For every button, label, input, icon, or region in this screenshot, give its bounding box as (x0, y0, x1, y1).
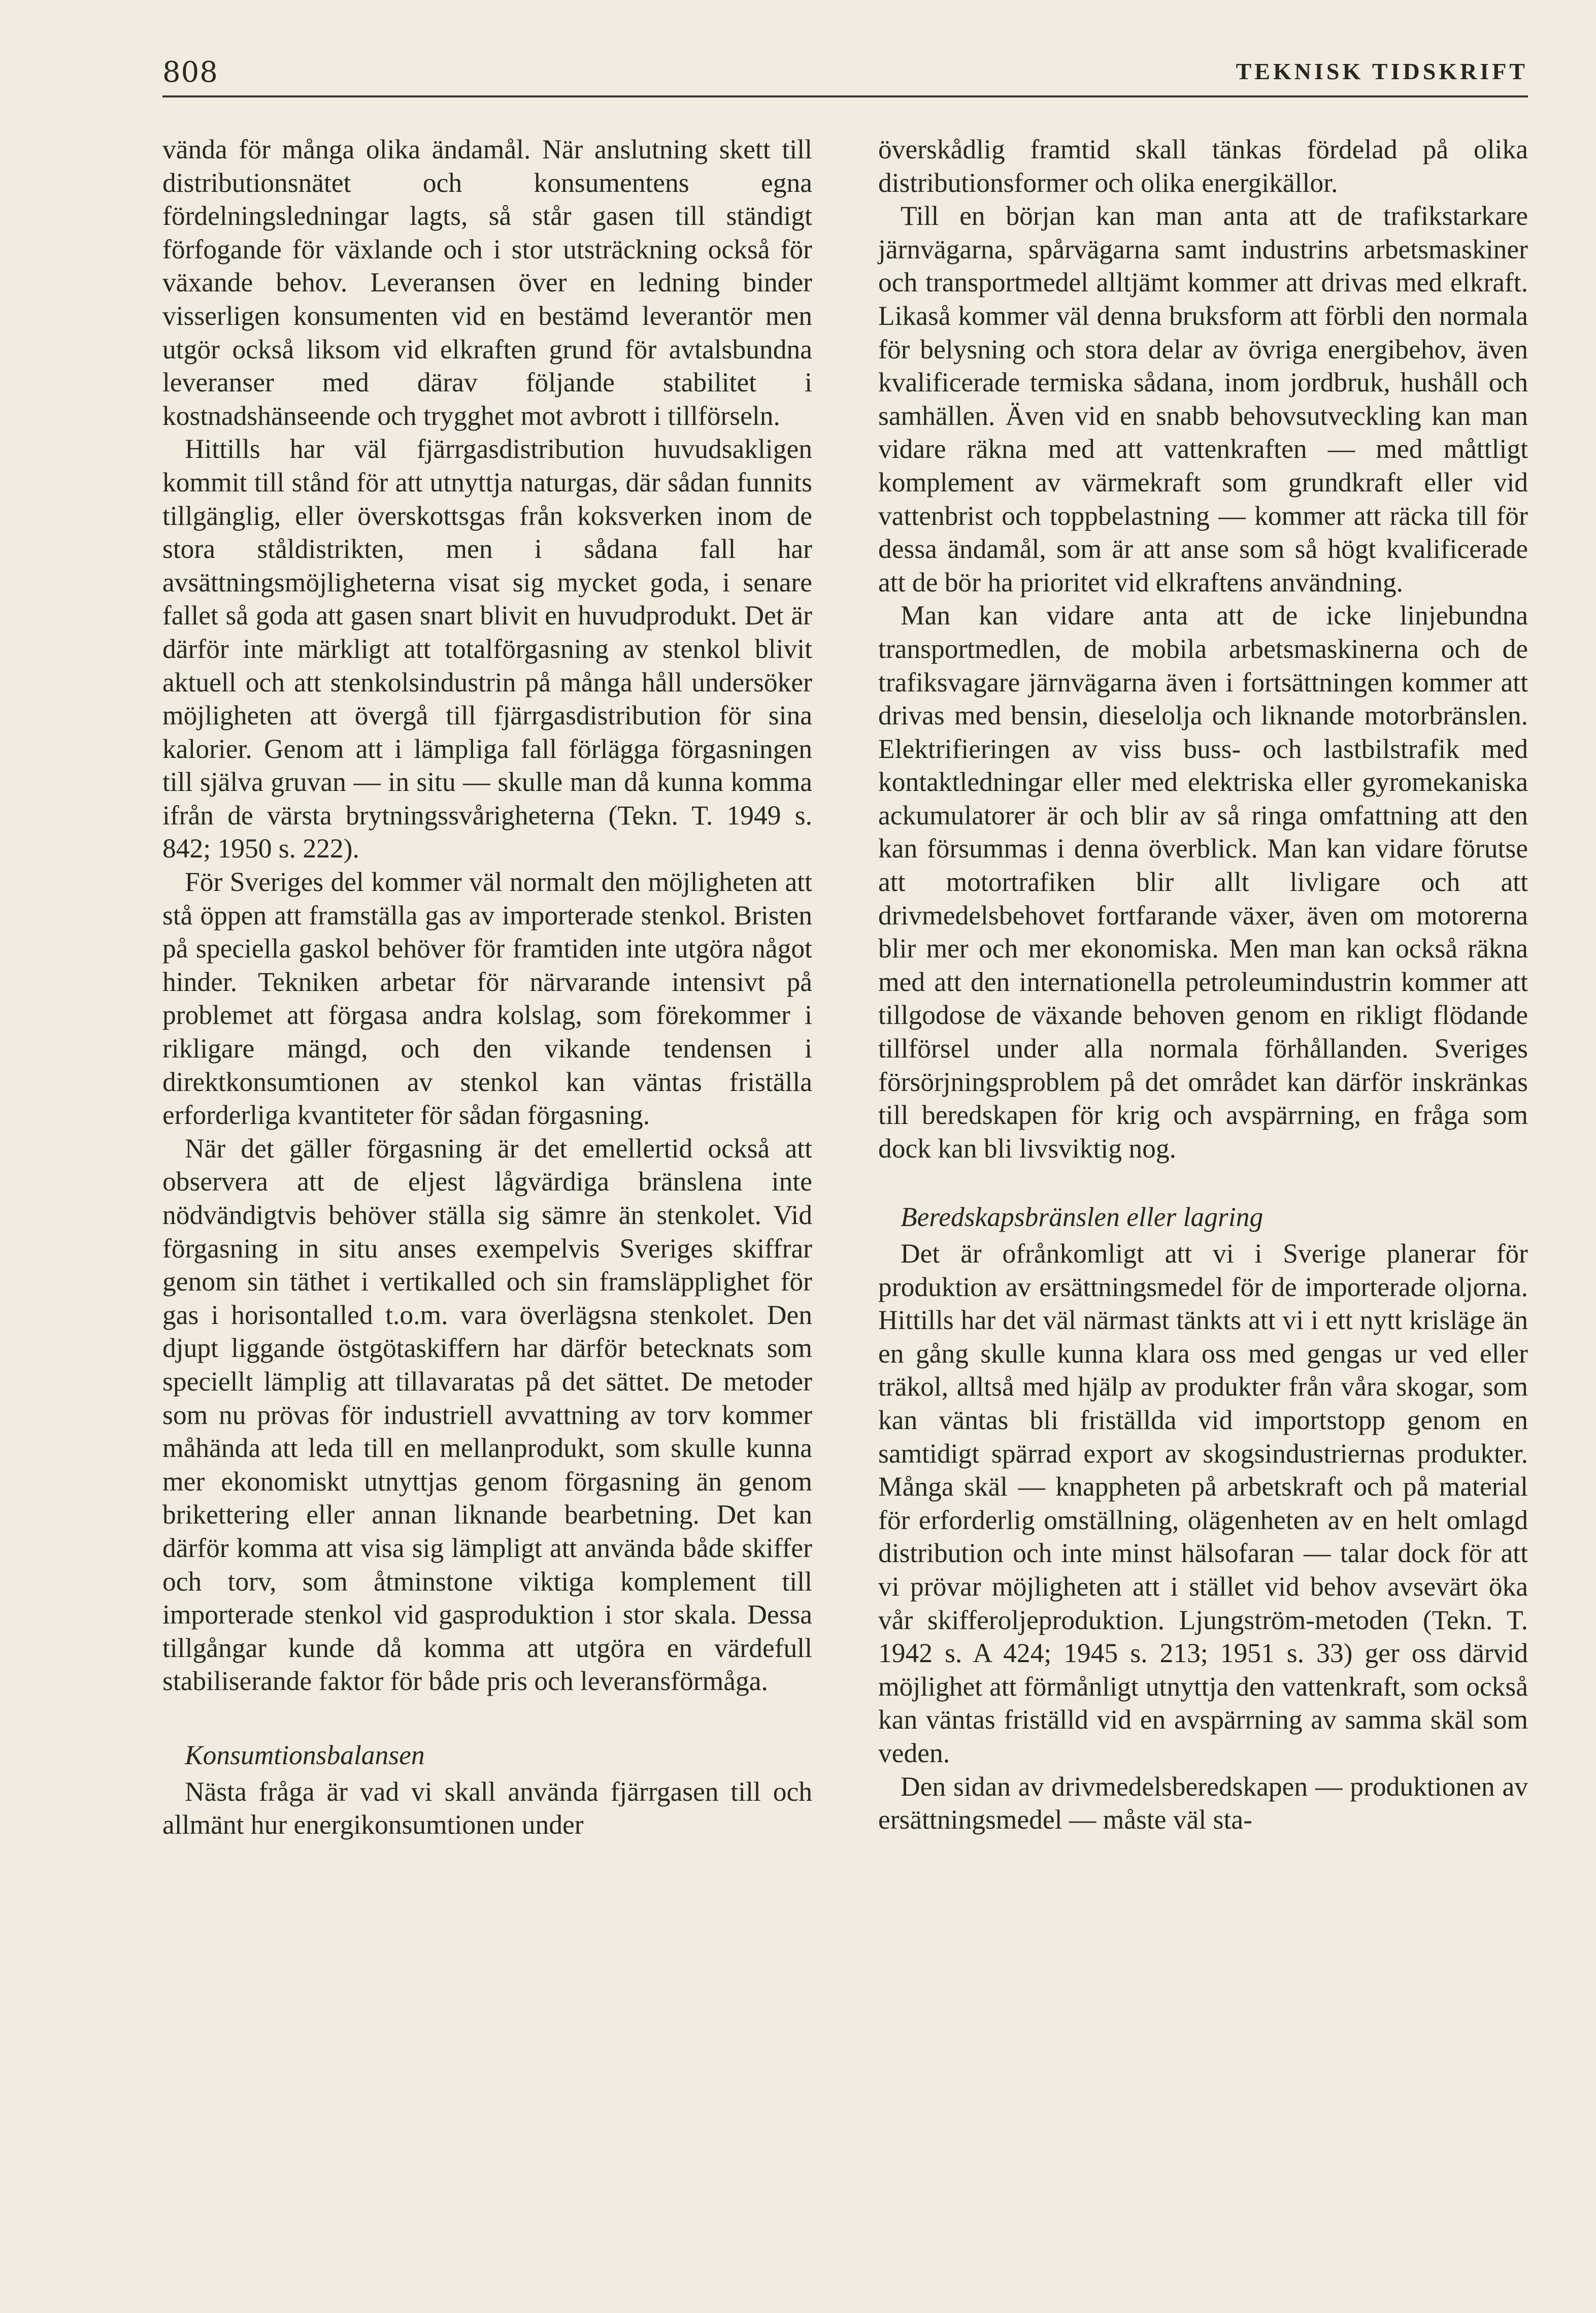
right-column (878, 133, 1528, 1837)
paragraph: Den sidan av drivmedelsberedskapen — produktionen av ersättningsmedel — måste väl sta- (878, 1771, 1528, 1835)
paragraph: Man kan vidare anta att de icke linjebundna transportmedlen, de mobila arbetsmaskinerna och de trafiksvagare järnvägarna även i fortsättningen kommer att drivas med bensin, dieselolja och liknande motorbränslen. Elektrifieringen av viss buss- och lastbilstrafik med kontaktledningar eller med elektriska eller gyromekaniska ackumulatorer är och blir av så ringa omfattning att den kan försummas i denna överblick. Man kan vidare förutse att motortrafiken blir allt livligare och att drivmedelsbehovet fortfarande växer, även om motorerna blir mer och mer ekonomiska. Men man kan också räkna med att den internationella petroleumindustrin kommer att tillgodose de växande behoven genom en rikligt flödande tillförsel under alla normala förhållanden. Sveriges försörjningsproblem på det området kan därför inskränkas till beredskapen för krig och avspärrning, en fråga som dock kan bli livsviktig nog. (878, 600, 1528, 1164)
paragraph: Hittills har väl fjärrgasdistribution huvudsakligen kommit till stånd för att utnyttja naturgas, där sådan funnits tillgänglig, eller överskottsgas från koksverken inom de stora ståldistrikten, men i sådana fall har avsättningsmöjligheterna visat sig mycket goda, i senare fallet så goda att gasen snart blivit en huvudprodukt. Det är därför inte märkligt att totalförgasning av stenkol blivit aktuell och att stenkolsindustrin på många håll undersöker möjligheten att övergå till fjärrgasdistribution för sina kalorier. Genom att i lämpliga fall förlägga förgasningen till själva gruvan — in situ — skulle man då kunna komma ifrån de värsta brytningssvårigheterna (Tekn. T. 1949 s. 842; 1950 s. 222). (162, 434, 812, 864)
section-heading-konsumtionsbalansen: Konsumtionsbalansen (185, 1739, 425, 1770)
page-header (162, 51, 1528, 96)
page-number: 808 (162, 56, 218, 89)
paragraph: Det är ofrånkomligt att vi i Sverige planerar för produktion av ersättningsmedel för de importerade oljorna. Hittills har det väl närmast tänkts att vi i ett nytt krisläge än en gång skulle kunna klara oss med gengas ur ved eller träkol, alltså med hjälp av produkter från våra skogar, som kan väntas bli friställda vid importstopp genom en samtidigt spärrad export av skogsindustriernas produkter. Många skäl — knappheten på arbetskraft och på material för erforderlig omställning, olägenheten av en helt omlagd distribution och inte minst hälsofaran — talar dock för att vi prövar möjligheten att i stället vid behov avsevärt öka vår skifferoljeproduktion. Ljungström-metoden (Tekn. T. 1942 s. A 424; 1945 s. 213; 1951 s. 33) ger oss därvid möjlighet att förmånligt utnyttja den vattenkraft, som också kan väntas friställd vid en avspärrning av samma skäl som veden. (878, 1238, 1528, 1768)
paragraph: När det gäller förgasning är det emellertid också att observera att de eljest lågvärdiga bränslena inte nödvändigtvis behöver ställa sig sämre än stenkolet. Vid förgasning in situ anses exempelvis Sveriges skiffrar genom sin täthet i vertikalled och sin framsläpplighet för gas i horisontalled t.o.m. vara överlägsna stenkolet. Den djupt liggande östgötaskiffern har därför betecknats som speciellt lämplig att tillavaratas på det sättet. De metoder som nu prövas för industriell avvattning av torv kommer måhända att leda till en mellanprodukt, som skulle kunna mer ekonomiskt utnyttjas genom förgasning än genom brikettering eller annan liknande bearbetning. Det kan därför komma att visa sig lämpligt att använda både skiffer och torv, som åtminstone viktiga komplement till importerade stenkol vid gasproduktion i stor skala. Dessa tillgångar kunde då komma att utgöra en värdefull stabiliserande faktor för både pris och leveransförmåga. (162, 1133, 812, 1697)
section-heading-beredskapsbranslen: Beredskapsbränslen eller lagring (901, 1202, 1264, 1233)
paragraph: Nästa fråga är vad vi skall använda fjärrgasen till och allmänt hur energikonsumtionen under (162, 1776, 812, 1840)
paragraph: överskådlig framtid skall tänkas fördelad på olika distributionsformer och olika energikällor. (878, 134, 1528, 198)
left-column (162, 133, 812, 1842)
journal-title: TEKNISK TIDSKRIFT (1236, 58, 1528, 84)
paragraph: Till en början kan man anta att de trafikstarkare järnvägarna, spårvägarna samt industrins arbetsmaskiner och transportmedel alltjämt kommer att drivas med elkraft. Likaså kommer väl denna bruksform att förbli den normala för belysning och stora delar av övriga energibehov, även kvalificerade termiska sådana, inom jordbruk, hushåll och samhällen. Även vid en snabb behovsutveckling kan man vidare räkna med att vattenkraften — med måttligt komplement av värmekraft som grundkraft eller vid vattenbrist och toppbelastning — kommer att räcka till för dessa ändamål, som är att anse som så högt kvalificerade att de bör ha prioritet vid elkraftens användning. (878, 201, 1528, 598)
paragraph: För Sveriges del kommer väl normalt den möjligheten att stå öppen att framställa gas av importerade stenkol. Bristen på speciella gaskol behöver för framtiden inte utgöra något hinder. Tekniken arbetar för närvarande intensivt på problemet att förgasa andra kolslag, som förekommer i rikligare mängd, och den vikande tendensen i direktkonsumtionen av stenkol kan väntas friställa erforderliga kvantiteter för sådan förgasning. (162, 867, 812, 1131)
paragraph: vända för många olika ändamål. När anslutning skett till distributionsnätet och konsumentens egna fördelningsledningar lagts, så står gasen till ständigt förfogande för växlande och i stor utsträckning också för växande behov. Leveransen över en ledning binder visserligen konsumenten vid en bestämd leverantör men utgör också liksom vid elkraften grund för avtalsbundna leveranser med därav följande stabilitet i kostnadshänseende och trygghet mot avbrott i tillförseln. (162, 134, 812, 431)
header-rule (162, 95, 1528, 97)
